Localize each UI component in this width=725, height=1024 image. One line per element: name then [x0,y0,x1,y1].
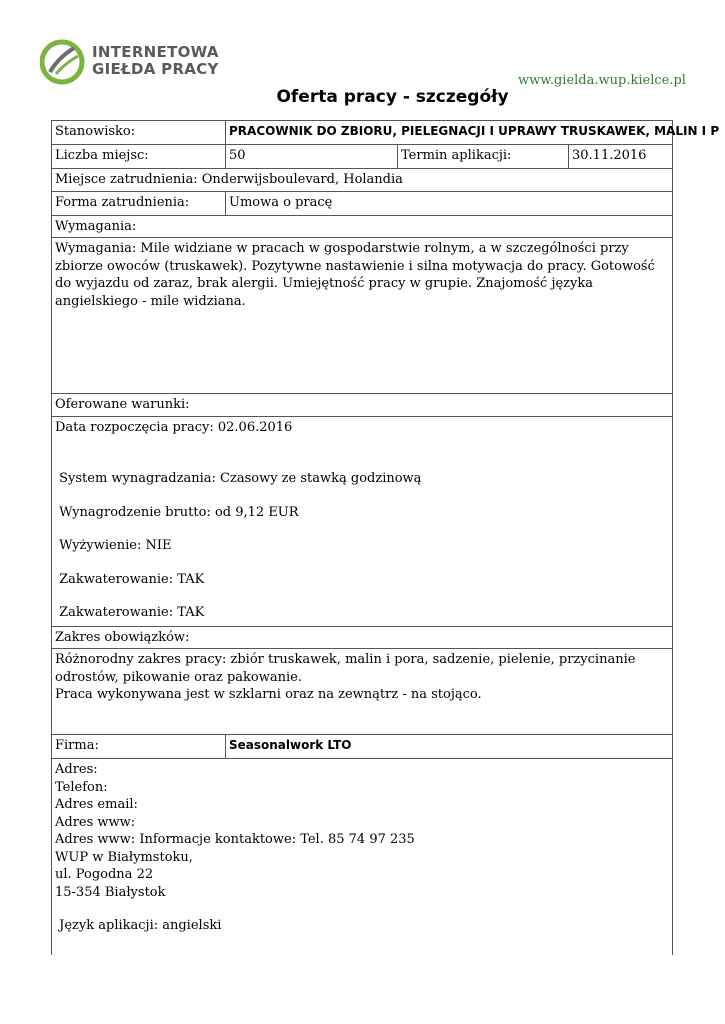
forma-value: Umowa o pracę [226,191,673,215]
offer-table [51,120,720,955]
kontakt-line2: WUP w Białymstoku, [55,849,193,865]
telefon: Telefon: [55,779,108,795]
adres-email: Adres email: [55,797,138,812]
wymagania-label: Wymagania: [52,215,673,238]
zakres-cell [52,649,673,735]
row-zakres [52,649,673,735]
adres-www: Adres www: [55,814,136,830]
kontakt-line4: 15-354 Białystok [55,884,166,900]
row-stanowisko [52,121,673,145]
warunki-wyzywienie: Wyżywienie: NIE [55,538,172,553]
firma-label: Firma: [52,735,226,759]
zakres-label: Zakres obowiązków: [52,626,673,649]
row-warunki-label [52,394,673,417]
row-warunki [52,416,673,626]
adres: Adres: [55,762,98,777]
row-firma [52,735,673,759]
liczba-value: 50 [226,145,398,169]
warunki-label: Oferowane warunki: [52,394,673,417]
warunki-cell [52,416,673,626]
kontakt-cell [52,759,673,955]
row-kontakt [52,759,673,955]
zakres-line1: Różnorodny zakres pracy: zbiór truskawek, malin i pora, sadzenie, pielenie, przycinanie odrostów, pikowanie oraz pakowanie. [55,652,636,685]
stanowisko-label: Stanowisko: [52,121,226,145]
logo-line2: GIEŁDA PRACY [92,60,219,78]
firma-value: Seasonalwork LTO [226,735,673,759]
termin-value: 30.11.2016 [569,145,673,169]
kontakt-line3: ul. Pogodna 22 [55,867,154,882]
jezyk-aplikacji: Język aplikacji: angielski [55,918,222,933]
site-url[interactable]: www.gielda.wup.kielce.pl [518,73,686,88]
wymagania-text: Wymagania: Mile widziane w pracach w gospodarstwie rolnym, a w szczególności przy zbiorze owoców (truskawek). Pozytywne nastawienie i silna motywacja do pracy. Gotowość do wyjazdu od zaraz, brak alergii. Umiejętność pracy w grupie. Znajomość języka angielskiego - mile widziana. [52,238,673,394]
row-forma [52,191,673,215]
row-wymagania [52,238,673,394]
logo [40,38,240,88]
warunki-start: Data rozpoczęcia pracy: 02.06.2016 [55,419,293,435]
row-wymagania-label [52,215,673,238]
warunki-system: System wynagradzania: Czasowy ze stawką godzinową [55,471,422,486]
row-liczba [52,145,673,169]
logo-wordmark [92,44,219,78]
miejsce: Miejsce zatrudnienia: Onderwijsboulevard, Holandia [52,169,673,192]
kontakt-line1: Adres www: Informacje kontaktowe: Tel. 85 74 97 235 [55,832,415,847]
row-miejsce [52,169,673,192]
liczba-label: Liczba miejsc: [52,145,226,169]
stanowisko-value: PRACOWNIK DO ZBIORU, PIELEGNACJI I UPRAWY TRUSKAWEK, MALIN I P [226,121,673,145]
logo-icon [40,38,88,86]
logo-line1: INTERNETOWA [92,43,219,61]
warunki-zakwaterowanie-1: Zakwaterowanie: TAK [55,571,205,587]
row-zakres-label [52,626,673,649]
page-title: Oferta pracy - szczegóły [276,87,509,107]
forma-label: Forma zatrudnienia: [52,191,226,215]
termin-label: Termin aplikacji: [398,145,569,169]
warunki-brutto: Wynagrodzenie brutto: od 9,12 EUR [55,504,299,520]
warunki-zakwaterowanie-2: Zakwaterowanie: TAK [55,605,205,620]
zakres-line2: Praca wykonywana jest w szklarni oraz na zewnątrz - na stojąco. [55,687,482,702]
